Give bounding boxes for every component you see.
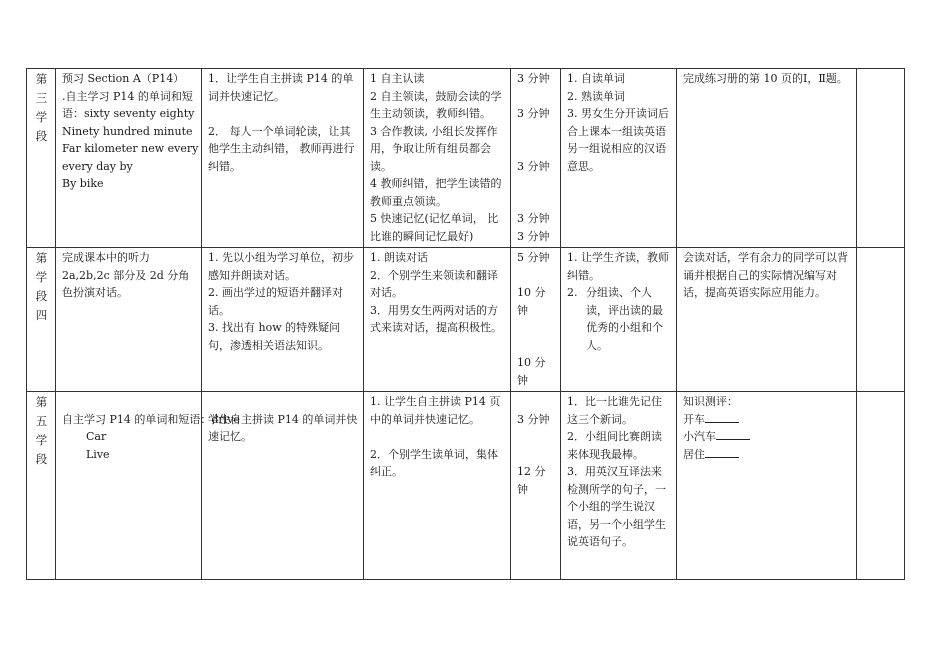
student-activity-cell: 1. 朗读对话 2．个别学生来领读和翻译对话。 3．用男女生两两对话的方式来读对话，提高积极性。 [364,248,511,392]
table-row-stage-4 [27,248,905,392]
method-cell: 1. 自读单词 2. 熟读单词 3. 男女生分开读词后合上课本一组读英语另一组说相应的汉语意思。 [561,69,677,248]
fill-blank [705,411,739,423]
content-cell: 完成课本中的听力 2a,2b,2c 部分及 2d 分角色扮演对话。 [56,248,202,392]
teacher-activity-cell: 1．让学生自主拼读 P14 的单词并快速记忆。 2． 每人一个单词轮读，让其他学生主动纠错， 教师再进行纠错。 [202,69,364,248]
empty-cell [857,248,905,392]
homework-cell: 完成练习册的第 10 页的Ⅰ，Ⅱ题。 [677,69,857,248]
stage-label-cell: 第 学 段 四 [27,248,56,392]
method-cell: 1. 让学生齐读，教师纠错。 2. 分组读、个人读，评出读的最优秀的小组和个人。 [561,248,677,392]
teacher-activity-cell: 学生自主拼读 P14 的单词并快速记忆。 [202,392,364,580]
fill-blank [705,446,739,458]
homework-cell: 会读对话，学有余力的同学可以背诵并根据自己的实际情况编写对话，提高英语实际应用能力。 [677,248,857,392]
time-cell: 5 分钟 10 分钟 10 分钟 [511,248,561,392]
stage-label-cell: 第 三 学 段 [27,69,56,248]
method-cell: 1．比一比谁先记住这三个新词。 2．小组间比赛朗读来体现我最棒。 3．用英汉互译法来检测所学的句子，一个小组的学生说汉语，另一个小组学生说英语句子。 [561,392,677,580]
stage-label-cell: 第 五 学 段 [27,392,56,580]
teacher-activity-cell: 1. 先以小组为学习单位，初步感知并朗读对话。 2. 画出学过的短语并翻译对话。 3. 找出有 how 的特殊疑问句，渗透相关语法知识。 [202,248,364,392]
student-activity-cell: 1. 让学生自主拼读 P14 页中的单词并快速记忆。 2．个别学生读单词，集体纠正。 [364,392,511,580]
time-cell: 3 分钟 3 分钟 3 分钟 3 分钟 3 分钟 [511,69,561,248]
empty-cell [857,392,905,580]
time-cell: 3 分钟 12 分钟 [511,392,561,580]
table-row-stage-3 [27,69,905,248]
empty-cell [857,69,905,248]
student-activity-cell: 1 自主认读 2 自主领读，鼓励会读的学生主动领读，教师纠错。 3 合作教读, 小组长发挥作用，争取让所有组员都会读。 4 教师纠错，把学生读错的教师重点领读。 5 快速记忆(记忆单词， 比比谁的瞬间记忆最好) [364,69,511,248]
lesson-plan-table [26,68,905,580]
homework-cell: 知识测评： 开车 小汽车 居住 [677,392,857,580]
table-row-stage-5 [27,392,905,580]
content-cell: 预习 Section A（P14） .自主学习 P14 的单词和短 语：sixty seventy eighty Ninety hundred minute Far kilometer new every every day by By bike [56,69,202,248]
content-cell: 自主学习 P14 的单词和短语：drive Car Live [56,392,202,580]
fill-blank [716,428,750,440]
